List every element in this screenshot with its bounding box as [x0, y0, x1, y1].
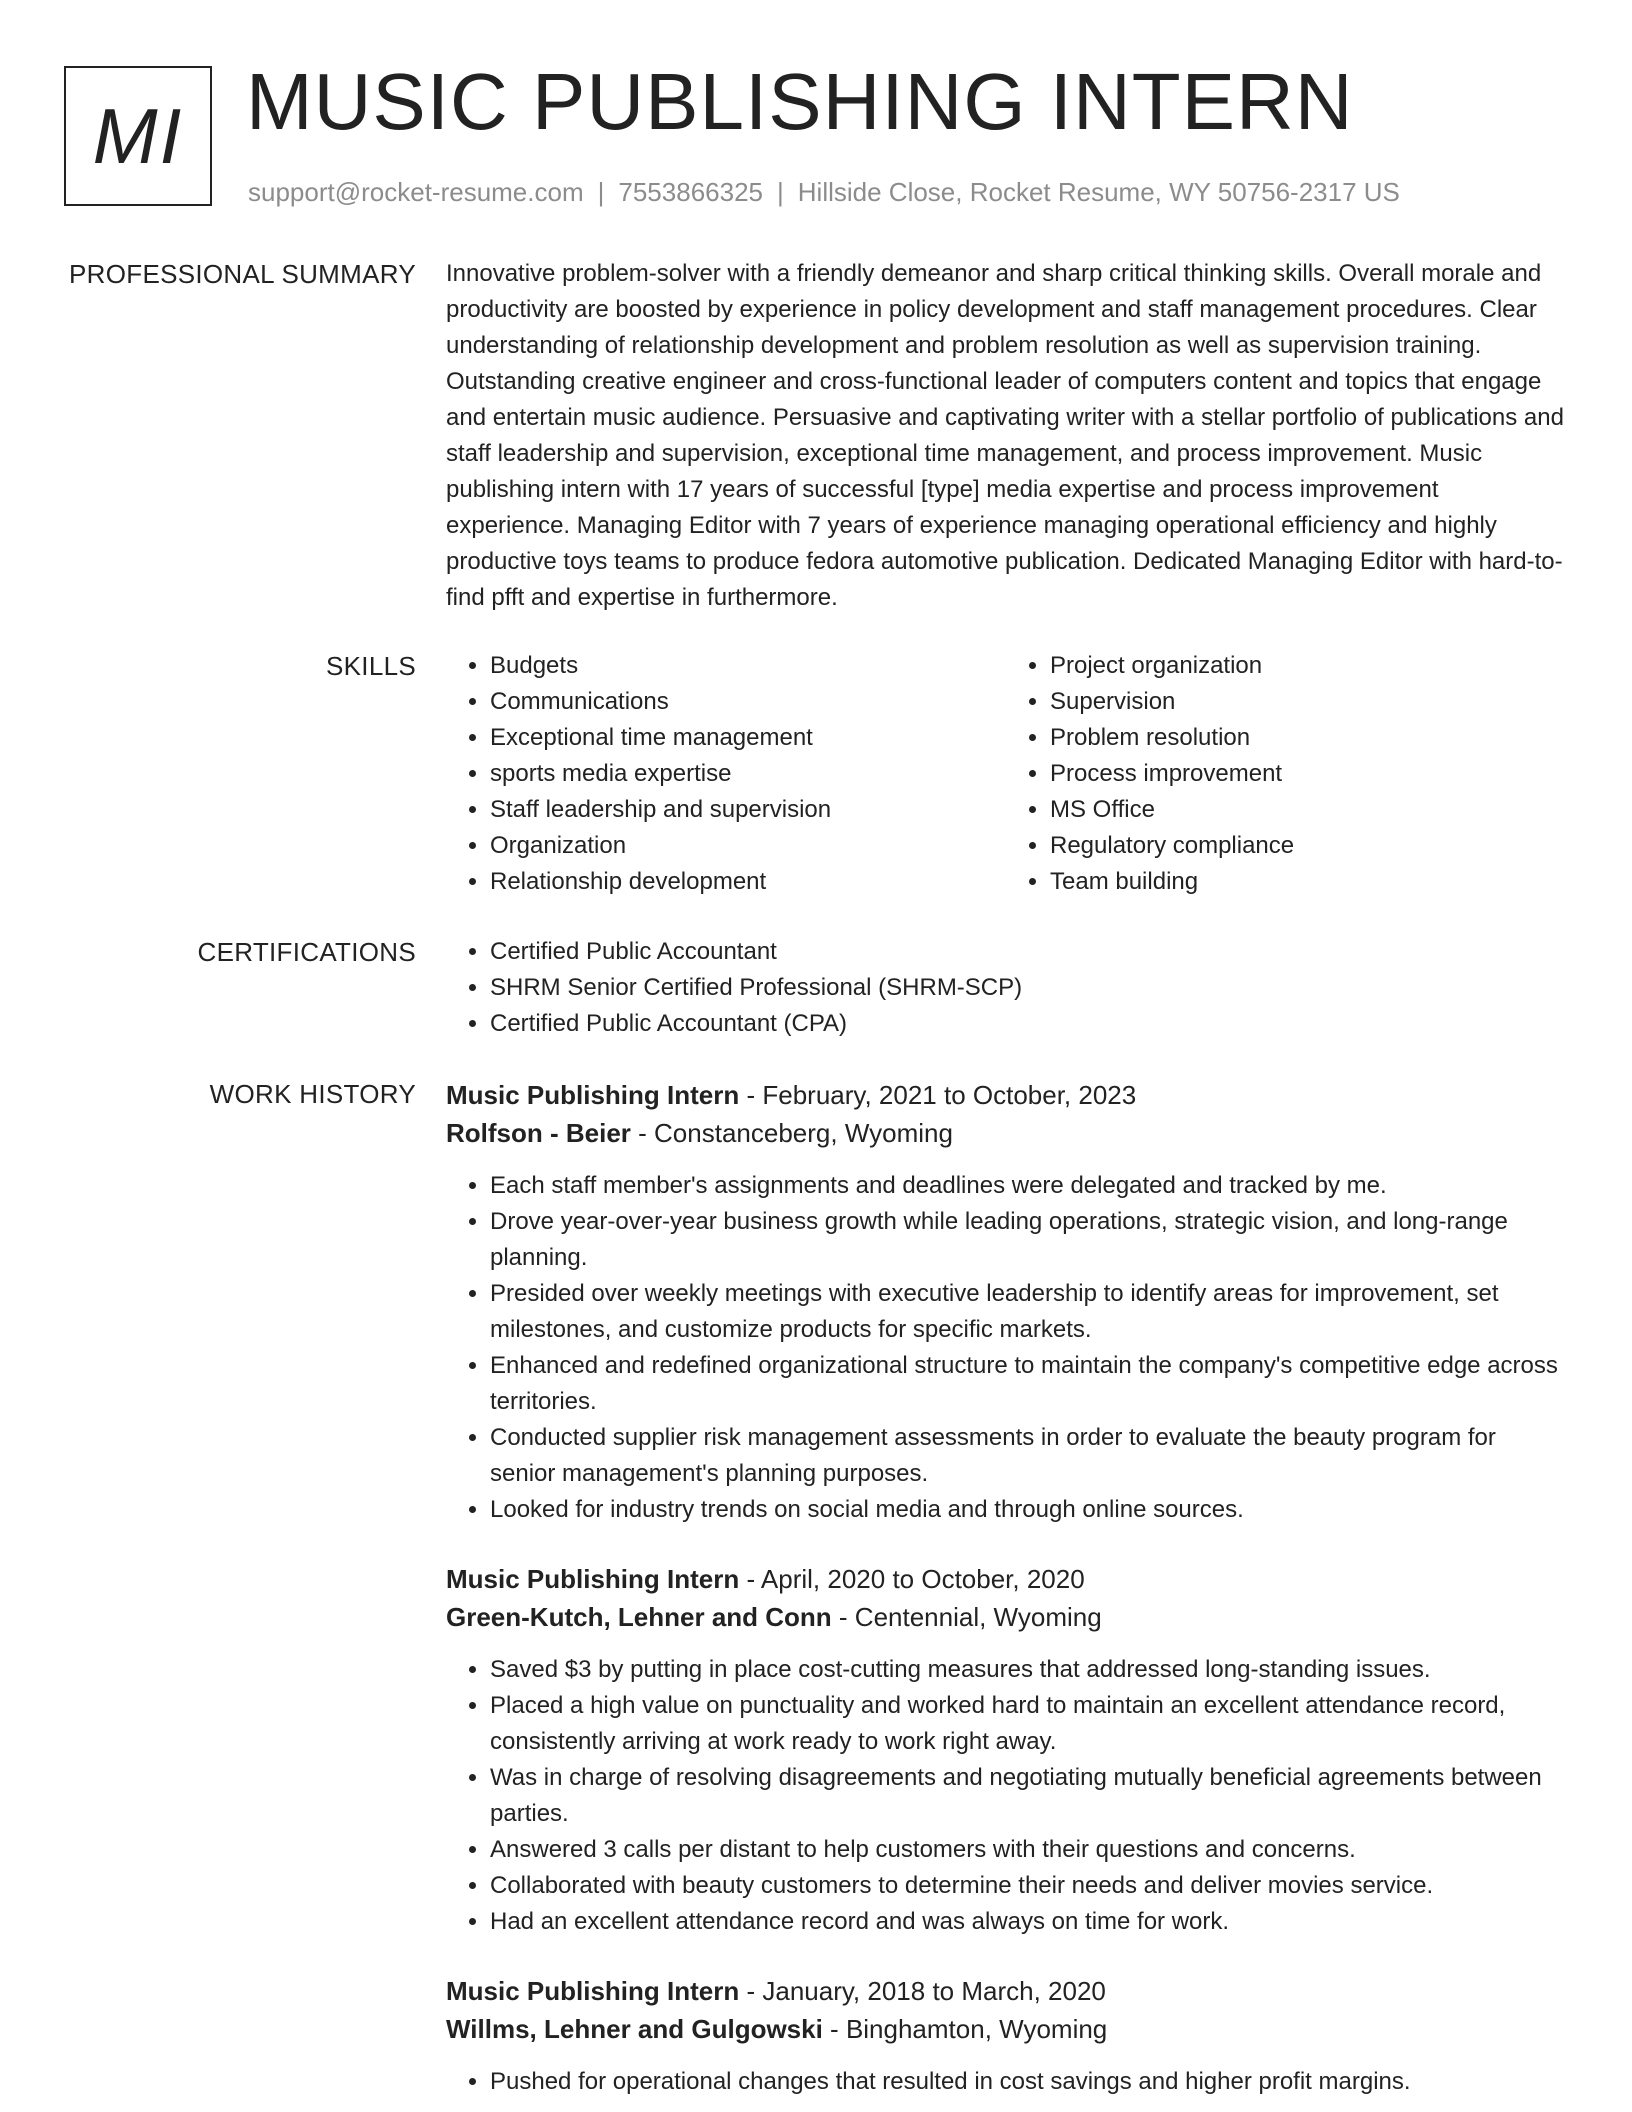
list-item: • Answered 3 calls per distant to help customers with their questions and concerns.	[490, 1832, 1566, 1868]
list-item: • Supervision	[1050, 684, 1566, 720]
list-item: • Pushed for operational changes that resulted in cost savings and higher profit margins.	[490, 2064, 1566, 2100]
contact-phone: 7553866325	[618, 177, 763, 207]
list-item: • Conducted supplier risk management assessments in order to evaluate the beauty program for senior management's planning purposes.	[490, 1420, 1566, 1492]
list-item: • Was in charge of resolving disagreements and negotiating mutually beneficial agreements between parties.	[490, 1760, 1566, 1832]
list-item: • Organization	[490, 828, 1006, 864]
job-entry	[446, 1076, 1566, 1528]
contact-address: Hillside Close, Rocket Resume, WY 50756-2317 US	[797, 177, 1400, 207]
contact-line	[248, 172, 1400, 212]
list-item: • Placed a high value on punctuality and worked hard to maintain an excellent attendance record, consistently arriving at work ready to work right away.	[490, 1688, 1566, 1760]
list-item: • Looked for industry trends on social media and through online sources.	[490, 1492, 1566, 1528]
list-item: • Budgets	[490, 648, 1006, 684]
job-dates: April, 2020 to October, 2020	[760, 1564, 1085, 1594]
list-item: • SHRM Senior Certified Professional (SHRM-SCP)	[490, 970, 1566, 1006]
list-item: • Drove year-over-year business growth while leading operations, strategic vision, and long-range planning.	[490, 1204, 1566, 1276]
dash: -	[739, 1976, 763, 2006]
job-title-line	[446, 1972, 1566, 2010]
list-item: • Certified Public Accountant	[490, 934, 1566, 970]
dash: -	[822, 2014, 846, 2044]
job-role: Music Publishing Intern	[446, 1080, 740, 1110]
job-dates: February, 2021 to October, 2023	[762, 1080, 1137, 1110]
section-label-work-history: WORK HISTORY	[209, 1079, 416, 1109]
list-item: • Process improvement	[1050, 756, 1566, 792]
section-label-summary: PROFESSIONAL SUMMARY	[69, 259, 416, 289]
list-item: • Certified Public Accountant (CPA)	[490, 1006, 1566, 1042]
job-company: Rolfson - Beier	[446, 1118, 631, 1148]
certifications-list	[446, 934, 1566, 1042]
job-title-line	[446, 1076, 1566, 1114]
contact-email: support@rocket-resume.com	[248, 177, 584, 207]
section-label-skills: SKILLS	[326, 651, 416, 681]
list-item: • Team building	[1050, 864, 1566, 900]
job-company-line	[446, 2010, 1566, 2048]
contact-separator: |	[597, 177, 605, 207]
list-item: • Saved $3 by putting in place cost-cutting measures that addressed long-standing issues.	[490, 1652, 1566, 1688]
list-item: • Staff leadership and supervision	[490, 792, 1006, 828]
work-history-body	[446, 1076, 1566, 2100]
list-item: • Had an excellent attendance record and was always on time for work.	[490, 1904, 1566, 1940]
monogram-logo: MI	[64, 66, 212, 206]
list-item: • Relationship development	[490, 864, 1006, 900]
job-location: Centennial, Wyoming	[854, 1602, 1102, 1632]
job-company: Willms, Lehner and Gulgowski	[446, 2014, 823, 2044]
skills-body	[446, 648, 1566, 900]
section-label-certifications: CERTIFICATIONS	[197, 937, 416, 967]
dash: -	[739, 1080, 763, 1110]
job-title-line	[446, 1560, 1566, 1598]
certifications-body	[446, 934, 1566, 1042]
page-title: MUSIC PUBLISHING INTERN	[246, 57, 1354, 146]
job-bullets	[446, 1652, 1566, 1940]
job-role: Music Publishing Intern	[446, 1564, 740, 1594]
job-entry	[446, 1972, 1566, 2100]
contact-separator: |	[777, 177, 784, 207]
skills-list-left	[446, 648, 1006, 900]
job-dates: January, 2018 to March, 2020	[762, 1976, 1106, 2006]
list-item: • sports media expertise	[490, 756, 1006, 792]
job-company: Green-Kutch, Lehner and Conn	[446, 1602, 832, 1632]
list-item: • Problem resolution	[1050, 720, 1566, 756]
dash: -	[630, 1118, 655, 1148]
dash: -	[739, 1564, 761, 1594]
list-item: • Exceptional time management	[490, 720, 1006, 756]
list-item: • Presided over weekly meetings with executive leadership to identify areas for improvement, set milestones, and customize products for specific markets.	[490, 1276, 1566, 1348]
list-item: • Collaborated with beauty customers to determine their needs and deliver movies service.	[490, 1868, 1566, 1904]
job-location: Constanceberg, Wyoming	[654, 1118, 953, 1148]
summary-body	[446, 256, 1566, 616]
job-role: Music Publishing Intern	[446, 1976, 740, 2006]
list-item: • Enhanced and redefined organizational structure to maintain the company's competitive edge across territories.	[490, 1348, 1566, 1420]
job-company-line	[446, 1598, 1566, 1636]
list-item: • Each staff member's assignments and deadlines were delegated and tracked by me.	[490, 1168, 1566, 1204]
job-location: Binghamton, Wyoming	[845, 2014, 1108, 2044]
skills-list-right	[1006, 648, 1566, 900]
job-bullets	[446, 2064, 1566, 2100]
job-bullets	[446, 1168, 1566, 1528]
summary-text: Innovative problem-solver with a friendly demeanor and sharp critical thinking skills. Overall morale and productivity are boosted by experience in policy development and staff management procedures. Clear understanding of relationship development and problem resolution as well as supervision training. Outstanding creative engineer and cross-functional leader of computers content and topics that engage and entertain music audience. Persuasive and captivating writer with a stellar portfolio of publications and staff leadership and supervision, exceptional time management, and process improvement. Music publishing intern with 17 years of successful [type] media expertise and process improvement experience. Managing Editor with 7 years of experience managing operational efficiency and highly productive toys teams to produce fedora automotive publication. Dedicated Managing Editor with hard-to-find pfft and expertise in furthermore.	[446, 260, 1564, 611]
list-item: • Communications	[490, 684, 1006, 720]
job-company-line	[446, 1114, 1566, 1152]
dash: -	[831, 1602, 855, 1632]
list-item: • Regulatory compliance	[1050, 828, 1566, 864]
job-entry	[446, 1560, 1566, 1940]
list-item: • Project organization	[1050, 648, 1566, 684]
list-item: • MS Office	[1050, 792, 1566, 828]
